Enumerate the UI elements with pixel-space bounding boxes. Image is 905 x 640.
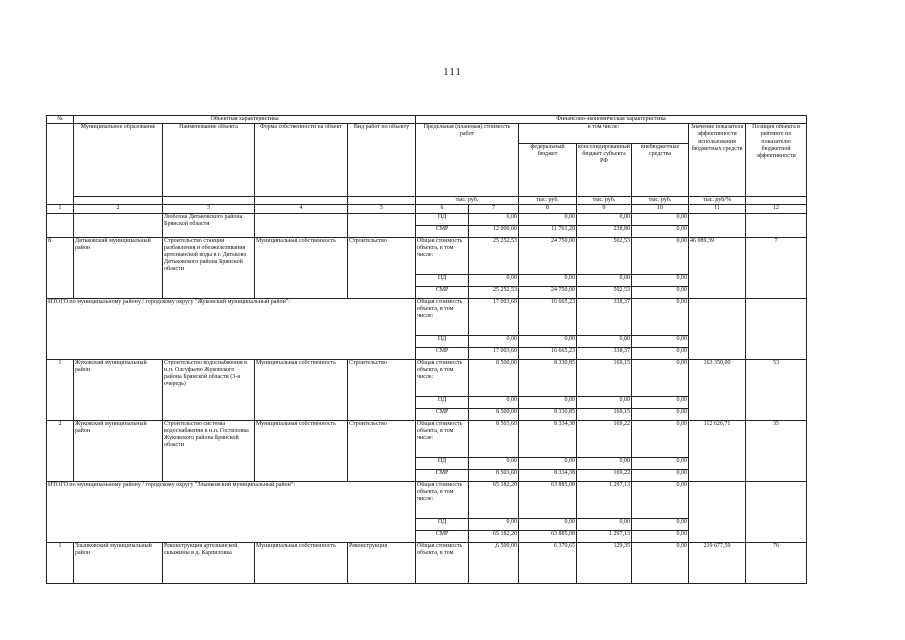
cell-value: 0,00 (577, 274, 632, 286)
cell-value: 0,00 (632, 359, 689, 396)
work-type: Строительство (348, 359, 416, 420)
cell-value: 0,00 (632, 225, 689, 237)
header-row-1 (47, 116, 807, 124)
cost-kind: СМР (416, 347, 469, 359)
cell-value: 0,00 (632, 457, 689, 469)
cost-kind: Общая стоимость объекта, в том числе: (416, 481, 469, 518)
cell-value: 0,00 (469, 518, 519, 530)
cell-value: 0,00 (632, 274, 689, 286)
cell-value: 65 182,20 (469, 481, 519, 518)
col-num: 7 (469, 205, 519, 213)
ownership: Муниципальная собственность (255, 237, 348, 298)
cell-value: 1 297,13 (577, 530, 632, 542)
cell-value: 338,37 (577, 347, 632, 359)
col-num: 11 (689, 205, 746, 213)
cell-value: 6 370,65 (519, 542, 577, 583)
cell-value: 0,00 (577, 213, 632, 225)
cell-value: 8 334,38 (519, 469, 577, 481)
table-row (47, 237, 807, 274)
municipality: Дятьковский муниципальный район (74, 237, 163, 298)
ownership: Муниципальная собственность (255, 359, 348, 420)
cell-value: 0,00 (577, 457, 632, 469)
row-number: 1 (47, 542, 74, 583)
cell-value: 338,37 (577, 298, 632, 335)
object-name: Реконструкция артезианской скважины в д. Карпиловка (163, 542, 255, 583)
header-incl: в том числе: (519, 124, 689, 143)
header-fin-char: Финансово-экономическая характеристика (416, 116, 807, 124)
ownership: Муниципальная собственность (255, 420, 348, 481)
municipality: Злынковский муниципальный район (74, 542, 163, 583)
cell-value: 0,00 (469, 274, 519, 286)
cell-value: 0,00 (632, 542, 689, 583)
cost-kind: СМР (416, 225, 469, 237)
cell-value: 238,80 (577, 225, 632, 237)
cell-value: 17 003,60 (469, 298, 519, 335)
cell-value: 8 500,00 (469, 359, 519, 396)
object-name: Строительство водоснабжения в н.п. Олсуфьево Жуковского района Брянской области (3-я очередь) (163, 359, 255, 420)
unit-limit: тыс. руб. (416, 197, 519, 205)
cell-value: 24 750,00 (519, 237, 577, 274)
municipality: Жуковский муниципальный район (74, 420, 163, 481)
header-consolidated: консолидированный бюджет субъекта РФ (577, 143, 632, 197)
col-num: 2 (74, 205, 163, 213)
cell-value: 502,53 (577, 237, 632, 274)
header-federal: федеральный бюджет (519, 143, 577, 197)
indicator-value: 46 089,39 (689, 237, 746, 298)
cell-value: 129,35 (577, 542, 632, 583)
rating-value: 76 (746, 542, 807, 583)
col-num: 4 (255, 205, 348, 213)
header-indicator: Значение показателя эффективности использования бюджетных средств (689, 124, 746, 197)
cell-value: 0,00 (632, 420, 689, 457)
cell-value: 169,22 (577, 420, 632, 457)
header-object-char: Объектная характеристика (74, 116, 416, 124)
cell-value: 8 330,85 (519, 408, 577, 420)
indicator-value: 219 677,59 (689, 542, 746, 583)
cell-value: 16 665,23 (519, 347, 577, 359)
cell-value: 8 330,85 (519, 359, 577, 396)
cell-value: 0,00 (632, 237, 689, 274)
header-units-row (47, 197, 807, 205)
cell-value: 169,22 (577, 469, 632, 481)
cost-kind: Общая стоимость объекта, в том числе: (416, 237, 469, 274)
cell-value: 0,00 (577, 335, 632, 347)
cost-kind: ПД (416, 396, 469, 408)
rating-value: 35 (746, 420, 807, 481)
col-num: 6 (416, 205, 469, 213)
cell-value: 0,00 (632, 469, 689, 481)
cell-value: 1 297,13 (577, 481, 632, 518)
cell-value: 169,15 (577, 408, 632, 420)
unit-indicator: тыс. руб/% (689, 197, 746, 205)
cell-value: 0,00 (632, 286, 689, 298)
unit-federal: тыс. руб. (519, 197, 577, 205)
cell-value: 0,00 (469, 457, 519, 469)
cell-value: 0,00 (632, 408, 689, 420)
row-number: 1 (47, 359, 74, 420)
unit-extrabudget: тыс. руб. (632, 197, 689, 205)
cell-value: 8 503,60 (469, 420, 519, 457)
col-num: 9 (577, 205, 632, 213)
row-number: 2 (47, 420, 74, 481)
table-row (47, 359, 807, 396)
header-limit-cost: Предельная (плановая) стоимость работ (416, 124, 519, 197)
cell-value: 0,00 (632, 335, 689, 347)
cell-value: 17 003,60 (469, 347, 519, 359)
rating-value: 7 (746, 237, 807, 298)
cell-value: ,6 500,00 (469, 542, 519, 583)
table-row (47, 420, 807, 457)
cost-kind: Общая стоимость объекта, в том числе: (416, 359, 469, 396)
cell-value: 63 885,08 (519, 530, 577, 542)
indicator-value: 112 626,71 (689, 420, 746, 481)
cell-value: 11 761,20 (519, 225, 577, 237)
column-numbers-row (47, 205, 807, 213)
cell-value: 0,00 (632, 530, 689, 542)
table-row (47, 213, 807, 225)
cell-value: 0,00 (632, 347, 689, 359)
cell-value: 65 182,20 (469, 530, 519, 542)
header-ownership: Форма собственности на объект (255, 124, 348, 197)
col-num: 3 (163, 205, 255, 213)
cell-value: 0,00 (577, 518, 632, 530)
cell-value: 16 665,23 (519, 298, 577, 335)
row-number: 8 (47, 237, 74, 298)
cell-value: 0,00 (519, 457, 577, 469)
municipality: Жуковский муниципальный район (74, 359, 163, 420)
col-num: 10 (632, 205, 689, 213)
cost-kind: Общая стоимость объекта, в том (416, 542, 469, 583)
cell-value: 0,00 (632, 518, 689, 530)
work-type: Строительство (348, 237, 416, 298)
table-row (47, 542, 807, 583)
col-num: 8 (519, 205, 577, 213)
object-name: Любохна Дятьковского района Брянской области (163, 213, 255, 237)
cell-value: 0,00 (519, 396, 577, 408)
work-type: Строительство (348, 420, 416, 481)
unit-consolidated: тыс. руб. (577, 197, 632, 205)
page-number: 111 (443, 66, 462, 78)
cost-kind: ПД (416, 213, 469, 225)
header-work-type: Вид работ по объекту (348, 124, 416, 197)
cell-value: 0,00 (519, 213, 577, 225)
header-object-name: Наименование объекта (163, 124, 255, 197)
total-label: ИТОГО по муниципальному району / городскому округу "Жуковский муниципальный район": (47, 298, 416, 359)
cell-value: 8 503,60 (469, 469, 519, 481)
total-row (47, 298, 807, 335)
cell-value: 0,00 (632, 298, 689, 335)
header-extrabudget: внебюджетные средства (632, 143, 689, 197)
total-label: ИТОГО по муниципальному району / городскому округу "Злынковский муниципальный район": (47, 481, 416, 542)
object-name: Строительство станции разбавления и обезжелезивания артезианской воды в г. Дятьково Дятьковского района Брянской области (163, 237, 255, 298)
cell-value: 0,00 (469, 396, 519, 408)
cost-kind: СМР (416, 408, 469, 420)
cell-value: 0,00 (632, 213, 689, 225)
cell-value: 0,00 (577, 396, 632, 408)
cell-value: 0,00 (519, 518, 577, 530)
cell-value: 8 500,00 (469, 408, 519, 420)
investment-objects-table (46, 115, 807, 584)
cost-kind: СМР (416, 469, 469, 481)
cost-kind: ПД (416, 335, 469, 347)
cell-value: 0,00 (632, 396, 689, 408)
cost-kind: ПД (416, 274, 469, 286)
cost-kind: СМР (416, 530, 469, 542)
cell-value: 12 000,00 (469, 225, 519, 237)
header-rating: Позиция объекта в рейтинге по показателю бюджетной эффективности (746, 124, 807, 197)
cost-kind: ПД (416, 457, 469, 469)
cell-value: 0,00 (469, 213, 519, 225)
header-no: № (47, 116, 74, 124)
header-row-2 (47, 124, 807, 143)
rating-value: 53 (746, 359, 807, 420)
cell-value: 25 252,53 (469, 286, 519, 298)
cell-value: 0,00 (632, 481, 689, 518)
cell-value: 24 750,00 (519, 286, 577, 298)
cost-kind: ПД (416, 518, 469, 530)
col-num: 1 (47, 205, 74, 213)
cell-value: 0,00 (519, 335, 577, 347)
ownership: Муниципальная собственность (255, 542, 348, 583)
header-municipality: Муниципальное образование (74, 124, 163, 197)
cell-value: 0,00 (469, 335, 519, 347)
cell-value: 0,00 (519, 274, 577, 286)
cell-value: 502,53 (577, 286, 632, 298)
col-num: 12 (746, 205, 807, 213)
cell-value: 169,15 (577, 359, 632, 396)
cost-kind: СМР (416, 286, 469, 298)
col-num: 5 (348, 205, 416, 213)
cost-kind: Общая стоимость объекта, в том числе: (416, 298, 469, 335)
cell-value: 8 334,38 (519, 420, 577, 457)
indicator-value: 163 350,00 (689, 359, 746, 420)
cost-kind: Общая стоимость объекта, в том числе: (416, 420, 469, 457)
work-type: Реконструкция (348, 542, 416, 583)
object-name: Строительство системы водоснабжения в н.п. Гостиловка Жуковского района Брянской области (163, 420, 255, 481)
cell-value: 25 252,53 (469, 237, 519, 274)
total-row (47, 481, 807, 518)
cell-value: 63 885,08 (519, 481, 577, 518)
